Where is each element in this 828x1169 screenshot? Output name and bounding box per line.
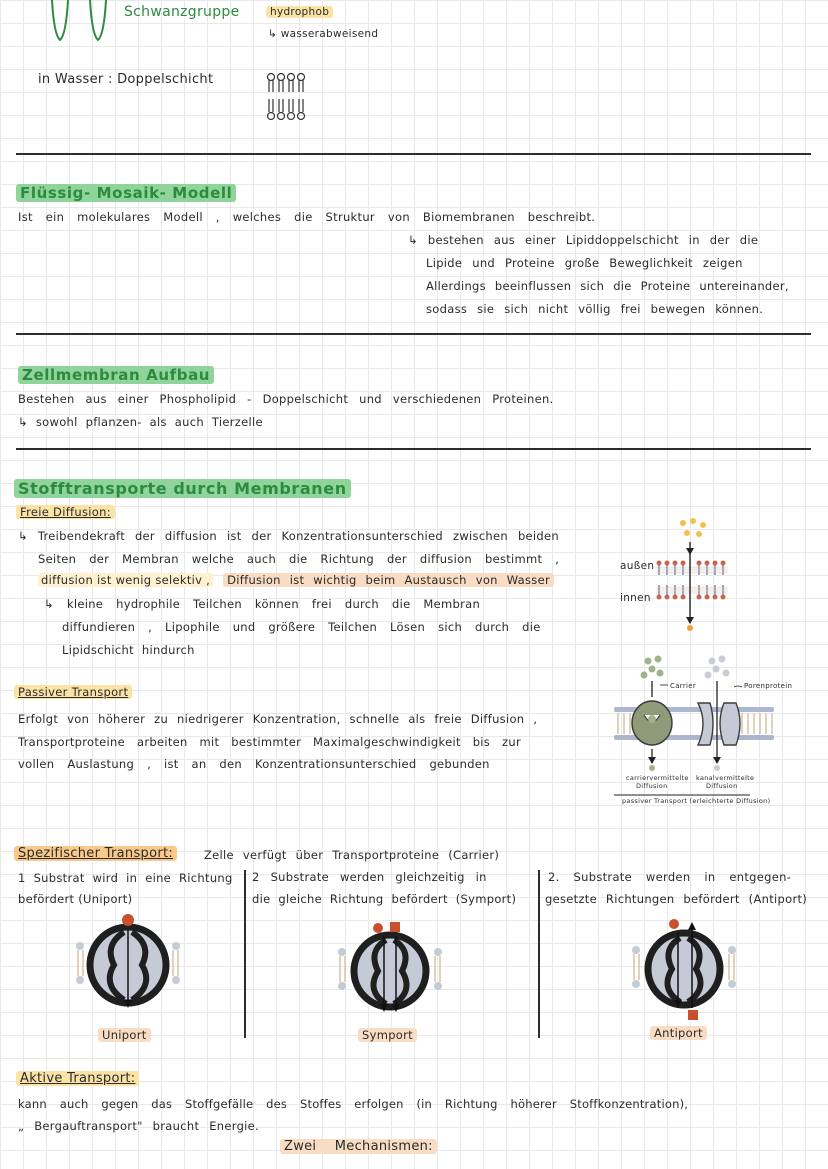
molecule-dot <box>696 531 702 537</box>
protein-body <box>354 935 426 1007</box>
free-diffusion-diagram <box>615 515 745 635</box>
cell-membrane-title: Zellmembran Aufbau <box>18 366 214 384</box>
passive-transport-heading: Passiver Transport <box>14 685 132 699</box>
tail-curve-left <box>52 0 68 40</box>
divider-3 <box>16 448 811 450</box>
label-carrier-diffusion-2: Diffusion <box>636 782 668 790</box>
free-diffusion-line6: Lipidschicht hindurch <box>62 643 195 657</box>
in-water-label: in Wasser : Doppelschicht <box>38 72 214 87</box>
fluid-mosaic-line4: Allerdings beeinflussen sich die Proteine untereinander, <box>426 279 789 293</box>
fluid-mosaic-title: Flüssig- Mosaik- Modell <box>16 184 236 202</box>
symport-label: Symport <box>358 1028 417 1042</box>
substrate-dot <box>122 914 134 926</box>
fluid-mosaic-line5: sodass sie sich nicht völlig frei bewegen können. <box>426 302 764 316</box>
active-transport-heading: Aktive Transport: <box>16 1071 139 1086</box>
divider-2 <box>16 333 811 335</box>
cell-membrane-line1: Bestehen aus einer Phospholipid - Doppelschicht und verschiedenen Proteinen. <box>18 392 554 406</box>
substrate-square <box>390 922 400 932</box>
molecule-dot <box>684 530 690 536</box>
passive-line3: vollen Auslastung , ist an den Konzentrationsunterschied gebunden <box>18 757 490 771</box>
cell-membrane-line2: ↳ sowohl pflanzen- als auch Tierzelle <box>18 415 263 429</box>
free-diffusion-line3a: diffusion ist wenig selektiv , <box>38 573 213 587</box>
hydrophob-label: hydrophob <box>266 6 333 18</box>
substrate-dot <box>373 923 383 933</box>
symport-line2: die gleiche Richtung befördert (Symport) <box>252 892 517 906</box>
active-line2: „ Bergauftransport" braucht Energie. <box>18 1119 259 1133</box>
free-diffusion-heading: Freie Diffusion: <box>16 505 115 519</box>
label-carrier-diffusion-1: carriervermittelte <box>626 774 689 782</box>
fluid-mosaic-line2: ↳ bestehen aus einer Lipiddoppelschicht in der die <box>408 233 759 247</box>
free-diffusion-line3b: Diffusion ist wichtig beim Austausch von Wasser <box>223 573 554 587</box>
substrate-dot <box>669 919 679 929</box>
bilayer-icon <box>266 72 310 122</box>
substrate-square <box>688 1010 698 1020</box>
fluid-mosaic-line1: Ist ein molekulares Modell , welches die Struktur von Biomembranen beschreibt. <box>18 210 596 224</box>
antiport-line2: gesetzte Richtungen befördert (Antiport) <box>545 892 808 906</box>
molecule-dot <box>700 522 706 528</box>
label-channel-diffusion-1: kanalvermittelte <box>696 774 755 782</box>
uniport-line2: befördert (Uniport) <box>18 892 133 906</box>
channel-protein <box>698 703 713 745</box>
column-divider-2 <box>538 870 540 1038</box>
free-diffusion-line4: ↳ kleine hydrophile Teilchen können frei durch die Membran <box>44 597 481 611</box>
label-passive-sub: passiver Transport (erleichterte Diffusion) <box>622 797 771 805</box>
uniport-label: Uniport <box>98 1028 151 1042</box>
symport-line1: 2 Substrate werden gleichzeitig in <box>252 870 487 884</box>
antiport-diagram <box>630 914 740 1024</box>
protein-body <box>648 933 720 1005</box>
molecule-dot <box>690 518 696 524</box>
free-diffusion-line5: diffundieren , Lipophile und größere Teilchen Lösen sich durch die <box>62 620 541 634</box>
antiport-label: Antiport <box>650 1026 707 1040</box>
active-line1: kann auch gegen das Stoffgefälle des Stoffes erfolgen (in Richtung höherer Stoffkonzentration), <box>18 1097 689 1111</box>
transport-title: Stofftransporte durch Membranen <box>14 479 351 498</box>
tail-curve-right <box>90 0 106 40</box>
uniport-line1: 1 Substrat wird in eine Richtung <box>18 871 233 885</box>
tail-group-label: Schwanzgruppe <box>124 4 240 20</box>
label-inside: innen <box>620 592 651 604</box>
antiport-line1: 2. Substrate werden in entgegen- <box>548 870 792 884</box>
label-carrier: Carrier <box>670 682 697 690</box>
label-channel-diffusion-2: Diffusion <box>706 782 738 790</box>
uniport-diagram <box>74 910 184 1020</box>
molecule-dot <box>680 520 686 526</box>
specific-intro: Zelle verfügt über Transportproteine (Carrier) <box>204 848 500 862</box>
column-divider-1 <box>244 870 246 1038</box>
label-pore-protein: Porenprotein <box>744 682 793 690</box>
passive-line1: Erfolgt von höherer zu niedrigerer Konzentration, schnelle als freie Diffusion , <box>18 712 538 726</box>
water-repellent-label: ↳ wasserabweisend <box>268 28 379 40</box>
specific-transport-heading: Spezifischer Transport: <box>14 846 177 861</box>
tail-group-drawing <box>40 0 120 45</box>
fluid-mosaic-line3: Lipide und Proteine große Beweglichkeit zeigen <box>426 256 743 270</box>
free-diffusion-line1: ↳ Treibendekraft der diffusion ist der Konzentrationsunterschied zwischen beiden <box>18 529 559 543</box>
mechanisms-label: Zwei Mechanismen: <box>280 1139 437 1154</box>
divider-1 <box>16 153 811 155</box>
free-diffusion-line2: Seiten der Membran welche auch die Richtung der diffusion bestimmt , <box>38 552 560 566</box>
label-outside: außen <box>620 560 655 572</box>
symport-diagram <box>336 916 446 1026</box>
passive-line2: Transportproteine arbeiten mit bestimmter Maximalgeschwindigkeit bis zur <box>18 735 522 749</box>
